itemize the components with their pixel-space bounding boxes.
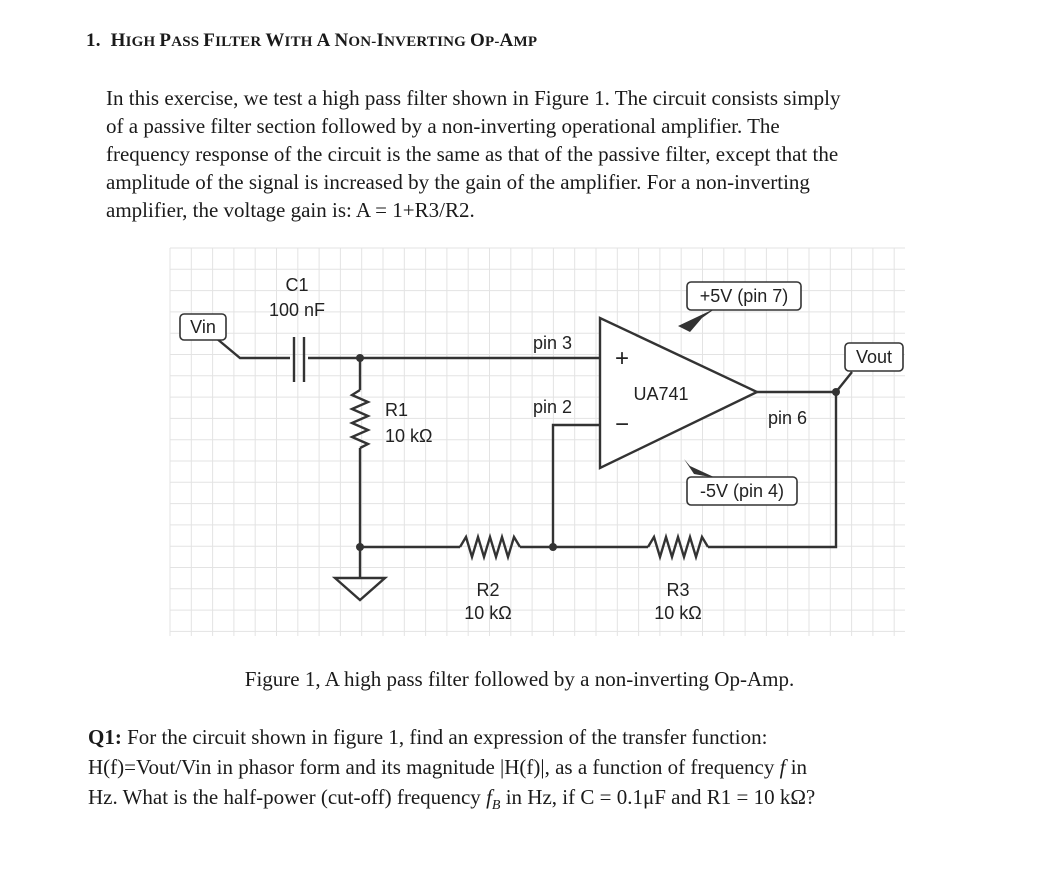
intro-line: frequency response of the circuit is the same as that of the passive filter, except that the [106, 142, 839, 166]
vout-lead [836, 372, 852, 392]
r3-name: R3 [666, 580, 690, 600]
intro-paragraph [106, 84, 966, 224]
title-smallcap: IGH [125, 34, 160, 50]
q1-text: in [785, 755, 808, 779]
title-cap: F [203, 30, 216, 51]
c1-name: C1 [285, 275, 309, 295]
feedback-wires [360, 392, 836, 557]
pin3-label: pin 3 [533, 333, 573, 353]
intro-line: In this exercise, we test a high pass filter shown in Figure 1. The circuit consists simply [106, 86, 841, 110]
q1-var-fb-sub: B [491, 798, 501, 814]
title-smallcap: MP [513, 34, 538, 50]
q1-label: Q1: [88, 725, 122, 749]
plus-sign: + [614, 345, 630, 372]
vpos-label: +5V (pin 7) [699, 286, 789, 306]
r1-name: R1 [385, 400, 409, 420]
pin6-label: pin 6 [768, 408, 808, 428]
pin2-label: pin 2 [533, 397, 573, 417]
title-smallcap: ON- [348, 34, 377, 50]
title-smallcap: ASS [171, 34, 204, 50]
title-smallcap: NVERTING [384, 34, 470, 50]
question-q1 [88, 722, 988, 821]
title-cap: A [316, 30, 331, 51]
q1-text: H(f)=Vout/Vin in phasor form and its magnitude |H(f)|, as a function of frequency [88, 755, 780, 779]
title-cap: A [499, 30, 514, 51]
title-cap: W [265, 30, 285, 51]
section-number: 1. [86, 30, 101, 51]
intro-line: amplitude of the signal is increased by the gain of the amplifier. For a non-inverting [106, 170, 810, 194]
title-cap: H [110, 30, 126, 51]
q1-var-fb: f [486, 785, 492, 809]
junction-node [549, 543, 557, 551]
vout-label: Vout [855, 347, 893, 367]
c1-value: 100 nF [268, 300, 326, 320]
title-cap: N [334, 30, 349, 51]
r1-value: 10 kΩ [385, 426, 433, 446]
circuit-schematic [166, 244, 911, 640]
vin-label: Vin [190, 317, 216, 337]
vneg-label: -5V (pin 4) [699, 481, 785, 501]
intro-line: amplifier, the voltage gain is: A = 1+R3/R2. [106, 198, 475, 222]
section-title [111, 30, 538, 51]
opamp-label: UA741 [633, 384, 689, 404]
r2-name: R2 [476, 580, 500, 600]
q1-line-2 [88, 752, 988, 782]
resistor-r1 [352, 358, 368, 547]
q1-text: in Hz, if C = 0.1μF and R1 = 10 kΩ? [500, 785, 816, 809]
r3-value: 10 kΩ [654, 603, 702, 623]
r2-value: 10 kΩ [464, 603, 512, 623]
q1-var-f: f [779, 755, 786, 779]
figure-caption: Figure 1, A high pass filter followed by a non-inverting Op-Amp. [244, 667, 795, 691]
title-cap: O [470, 30, 485, 51]
title-cap: I [376, 30, 385, 51]
minus-sign: − [614, 411, 630, 438]
q1-line-1 [88, 722, 988, 752]
section-heading [86, 30, 537, 52]
title-smallcap: P- [484, 34, 500, 50]
intro-line: of a passive filter section followed by a non-inverting operational amplifier. The [106, 114, 780, 138]
ground-symbol [335, 547, 385, 600]
q1-line-3 [88, 782, 988, 821]
q1-text: For the circuit shown in figure 1, find an expression of the transfer function: [127, 725, 768, 749]
q1-text: Hz. What is the half-power (cut-off) frequency [88, 785, 487, 809]
capacitor-c1 [294, 337, 304, 382]
title-cap: P [159, 30, 172, 51]
title-smallcap: ITH [284, 34, 317, 50]
circuit-figure [166, 244, 911, 640]
title-smallcap: ILTER [215, 34, 266, 50]
